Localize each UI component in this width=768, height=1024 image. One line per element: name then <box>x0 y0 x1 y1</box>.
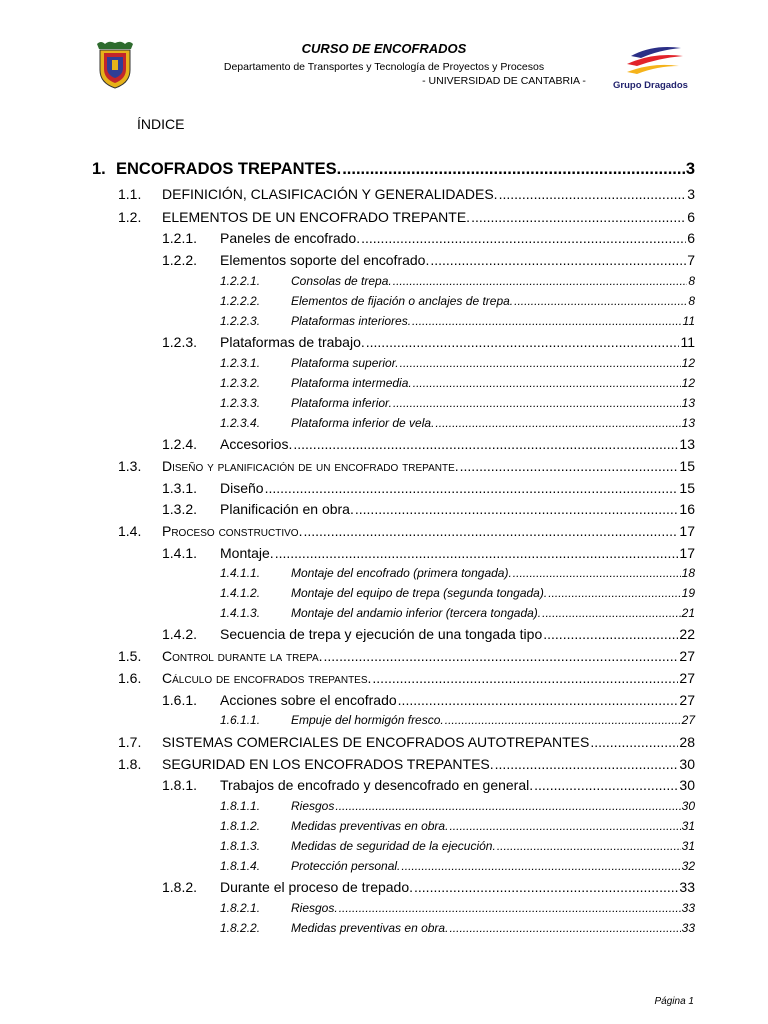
toc-page: 28 <box>679 734 695 750</box>
toc-entry[interactable] <box>220 566 695 582</box>
toc-entry[interactable] <box>118 670 695 688</box>
toc-leader <box>534 777 678 793</box>
toc-number: 1.4.1.1. <box>220 566 261 580</box>
toc-title: Montaje del andamio inferior (tercera tongada). <box>291 606 542 620</box>
toc-entry[interactable] <box>162 545 695 563</box>
toc-title: Montaje del equipo de trepa (segunda tongada). <box>291 586 548 600</box>
toc-number: 1.2.2.3. <box>220 314 261 328</box>
toc-title: Montaje del encofrado (primera tongada). <box>291 566 512 580</box>
toc-title: Accesorios. <box>220 436 293 452</box>
toc-page: 15 <box>679 480 695 496</box>
toc-leader <box>548 586 680 600</box>
toc-number: 1.8.2. <box>162 879 198 895</box>
toc-page: 33 <box>681 921 695 935</box>
course-title: CURSO DE ENCOFRADOS <box>301 41 467 56</box>
toc-number: 1.2.4. <box>162 436 198 452</box>
toc-number: 1.2.3.1. <box>220 356 261 370</box>
toc-number: 1.2.3.4. <box>220 416 261 430</box>
toc-page: 13 <box>679 436 695 452</box>
toc-page: 33 <box>681 901 695 915</box>
toc-title: Riesgos <box>291 799 335 813</box>
toc-leader <box>303 523 678 539</box>
toc-page: 7 <box>687 252 695 268</box>
toc-number: 1.8.1.2. <box>220 819 261 833</box>
toc-leader <box>339 901 681 915</box>
toc-title: Medidas preventivas en obra. <box>291 819 449 833</box>
toc-number: 1.4. <box>118 523 142 539</box>
toc-title: Empuje del hormigón fresco. <box>291 713 444 727</box>
toc-page: 27 <box>681 713 695 727</box>
toc-leader <box>401 859 680 873</box>
toc-number: 1. <box>92 160 106 178</box>
toc-entry[interactable] <box>162 436 695 454</box>
toc-leader <box>355 501 679 517</box>
toc-title: Plataformas de trabajo. <box>220 334 365 350</box>
toc-page: 22 <box>679 626 695 642</box>
toc-leader <box>372 670 678 686</box>
toc-leader <box>412 314 681 328</box>
toc-title: Durante el proceso de trepado. <box>220 879 414 895</box>
toc-title: Medidas preventivas en obra. <box>291 921 449 935</box>
toc-number: 1.6. <box>118 670 142 686</box>
toc-number: 1.8.1.4. <box>220 859 261 873</box>
toc-entry[interactable] <box>162 252 695 270</box>
toc-leader <box>324 648 679 664</box>
index-heading: ÍNDICE <box>137 116 185 132</box>
toc-leader <box>366 334 680 350</box>
toc-leader <box>449 921 680 935</box>
toc-title: ENCOFRADOS TREPANTES. <box>116 160 342 178</box>
toc-entry[interactable] <box>118 756 695 774</box>
toc-entry[interactable] <box>162 501 695 519</box>
toc-page: 18 <box>681 566 695 580</box>
toc-entry[interactable] <box>118 734 695 752</box>
toc-page: 19 <box>681 586 695 600</box>
toc-number: 1.2.2. <box>162 252 198 268</box>
toc-page: 13 <box>681 416 695 430</box>
toc-leader <box>460 458 679 474</box>
toc-entry[interactable] <box>220 859 695 875</box>
toc-page: 3 <box>687 186 695 202</box>
toc-number: 1.4.1.3. <box>220 606 261 620</box>
toc-page: 6 <box>687 230 695 246</box>
toc-page: 8 <box>688 274 695 288</box>
toc-page: 27 <box>679 648 695 664</box>
toc-entry[interactable] <box>162 480 695 498</box>
toc-title: Diseño <box>220 480 264 496</box>
toc-leader <box>449 819 680 833</box>
toc-title: Plataforma inferior de vela. <box>291 416 435 430</box>
toc-title: SEGURIDAD EN LOS ENCOFRADOS TREPANTES. <box>162 756 494 772</box>
toc-page: 27 <box>679 692 695 708</box>
toc-entry[interactable] <box>220 274 695 290</box>
toc-leader <box>430 252 686 268</box>
toc-number: 1.2.1. <box>162 230 198 246</box>
toc-number: 1.8.1.1. <box>220 799 261 813</box>
toc-entry[interactable] <box>162 692 695 710</box>
toc-entry[interactable] <box>220 314 695 330</box>
toc-leader <box>445 713 681 727</box>
toc-page: 32 <box>681 859 695 873</box>
toc-page: 17 <box>679 523 695 539</box>
toc-entry[interactable] <box>162 230 695 248</box>
toc-leader <box>543 626 678 642</box>
university-line: - UNIVERSIDAD DE CANTABRIA - <box>422 75 586 87</box>
toc-title: Plataforma superior. <box>291 356 399 370</box>
toc-leader <box>293 436 678 452</box>
toc-title: Paneles de encofrado. <box>220 230 361 246</box>
toc-title: Secuencia de trepa y ejecución de una tongada tipo <box>220 626 543 642</box>
toc-page: 31 <box>681 819 695 833</box>
toc-number: 1.8. <box>118 756 142 772</box>
toc-entry[interactable] <box>220 376 695 392</box>
toc-number: 1.6.1.1. <box>220 713 261 727</box>
toc-page: 8 <box>688 294 695 308</box>
toc-leader <box>275 545 679 561</box>
toc-entry[interactable] <box>162 334 695 352</box>
toc-leader <box>435 416 680 430</box>
toc-number: 1.8.2.2. <box>220 921 261 935</box>
toc-number: 1.2.2.2. <box>220 294 261 308</box>
toc-title: Cálculo de encofrados trepantes. <box>162 670 372 686</box>
toc-title: ELEMENTOS DE UN ENCOFRADO TREPANTE. <box>162 209 471 225</box>
toc-number: 1.3.2. <box>162 501 198 517</box>
toc-leader <box>542 606 681 620</box>
toc-page: 16 <box>679 501 695 517</box>
toc-page: 11 <box>682 314 695 328</box>
toc-entry[interactable] <box>162 777 695 795</box>
toc-page: 33 <box>679 879 695 895</box>
toc-entry[interactable] <box>220 819 695 835</box>
toc-page: 30 <box>679 756 695 772</box>
toc-entry[interactable] <box>220 356 695 372</box>
toc-page: 21 <box>681 606 695 620</box>
toc-leader <box>265 480 679 496</box>
toc-title: Planificación en obra. <box>220 501 354 517</box>
toc-number: 1.2.3.2. <box>220 376 261 390</box>
toc-number: 1.8.1.3. <box>220 839 261 853</box>
toc-leader <box>513 566 681 580</box>
toc-page: 30 <box>681 799 695 813</box>
toc-leader <box>499 186 687 202</box>
toc-leader <box>398 692 679 708</box>
toc-title: Riesgos. <box>291 901 338 915</box>
toc-entry[interactable] <box>118 186 695 204</box>
toc-leader <box>495 756 679 772</box>
toc-entry[interactable] <box>162 879 695 897</box>
page-number-footer: Página 1 <box>654 996 694 1007</box>
toc-number: 1.2. <box>118 209 142 225</box>
logo-text: Grupo Dragados <box>613 80 688 91</box>
toc-entry[interactable] <box>220 839 695 855</box>
toc-title: Consolas de trepa. <box>291 274 392 288</box>
toc-title: Plataforma intermedia. <box>291 376 412 390</box>
toc-leader <box>342 160 685 179</box>
toc-title: Elementos soporte del encofrado. <box>220 252 430 268</box>
toc-leader <box>335 799 680 813</box>
toc-number: 1.2.3.3. <box>220 396 261 410</box>
toc-title: DEFINICIÓN, CLASIFICACIÓN Y GENERALIDADES. <box>162 186 498 202</box>
toc-title: Elementos de fijación o anclajes de trepa. <box>291 294 514 308</box>
toc-leader <box>590 734 678 750</box>
toc-number: 1.2.3. <box>162 334 198 350</box>
toc-entry[interactable] <box>220 901 695 917</box>
toc-leader <box>514 294 687 308</box>
toc-page: 30 <box>679 777 695 793</box>
department-line: Departamento de Transportes y Tecnología de Proyectos y Procesos <box>223 61 545 73</box>
toc-page: 11 <box>680 334 695 350</box>
toc-page: 17 <box>679 545 695 561</box>
toc-entry[interactable] <box>92 160 695 182</box>
toc-number: 1.8.1. <box>162 777 198 793</box>
toc-number: 1.4.1. <box>162 545 198 561</box>
toc-title: Proceso constructivo. <box>162 523 303 539</box>
toc-title: Protección personal. <box>291 859 401 873</box>
toc-page: 13 <box>681 396 695 410</box>
toc-entry[interactable] <box>220 416 695 432</box>
toc-number: 1.4.1.2. <box>220 586 261 600</box>
toc-number: 1.5. <box>118 648 142 664</box>
toc-entry[interactable] <box>162 626 695 644</box>
toc-page: 31 <box>681 839 695 853</box>
toc-leader <box>400 356 681 370</box>
toc-leader <box>393 274 688 288</box>
toc-entry[interactable] <box>220 799 695 815</box>
toc-entry[interactable] <box>220 921 695 937</box>
toc-leader <box>497 839 681 853</box>
toc-number: 1.1. <box>118 186 142 202</box>
toc-entry[interactable] <box>118 209 695 227</box>
toc-page: 12 <box>681 356 695 370</box>
toc-page: 27 <box>679 670 695 686</box>
toc-page: 15 <box>679 458 695 474</box>
toc-entry[interactable] <box>220 606 695 622</box>
toc-number: 1.3. <box>118 458 142 474</box>
toc-title: Plataforma inferior. <box>291 396 392 410</box>
toc-leader <box>414 879 678 895</box>
toc-number: 1.2.2.1. <box>220 274 261 288</box>
toc-title: Montaje. <box>220 545 274 561</box>
toc-number: 1.6.1. <box>162 692 198 708</box>
toc-leader <box>413 376 681 390</box>
toc-leader <box>361 230 686 246</box>
toc-title: Trabajos de encofrado y desencofrado en general. <box>220 777 534 793</box>
toc-entry[interactable] <box>118 458 695 476</box>
toc-number: 1.8.2.1. <box>220 901 261 915</box>
toc-page: 12 <box>681 376 695 390</box>
toc-entry[interactable] <box>220 586 695 602</box>
toc-title: Medidas de seguridad de la ejecución. <box>291 839 496 853</box>
toc-number: 1.4.2. <box>162 626 198 642</box>
toc-title: Diseño y planificación de un encofrado trepante. <box>162 458 459 474</box>
toc-page: 3 <box>685 160 695 178</box>
toc-title: SISTEMAS COMERCIALES DE ENCOFRADOS AUTOTREPANTES <box>162 734 590 750</box>
toc-number: 1.3.1. <box>162 480 198 496</box>
toc-entry[interactable] <box>118 523 695 541</box>
toc-title: Control durante la trepa. <box>162 648 323 664</box>
toc-page: 6 <box>687 209 695 225</box>
toc-entry[interactable] <box>220 396 695 412</box>
toc-title: Acciones sobre el encofrado <box>220 692 397 708</box>
toc-leader <box>393 396 681 410</box>
toc-leader <box>471 209 686 225</box>
toc-entry[interactable] <box>220 294 695 310</box>
toc-number: 1.7. <box>118 734 142 750</box>
toc-entry[interactable] <box>220 713 695 729</box>
toc-title: Plataformas interiores. <box>291 314 412 328</box>
toc-entry[interactable] <box>118 648 695 666</box>
